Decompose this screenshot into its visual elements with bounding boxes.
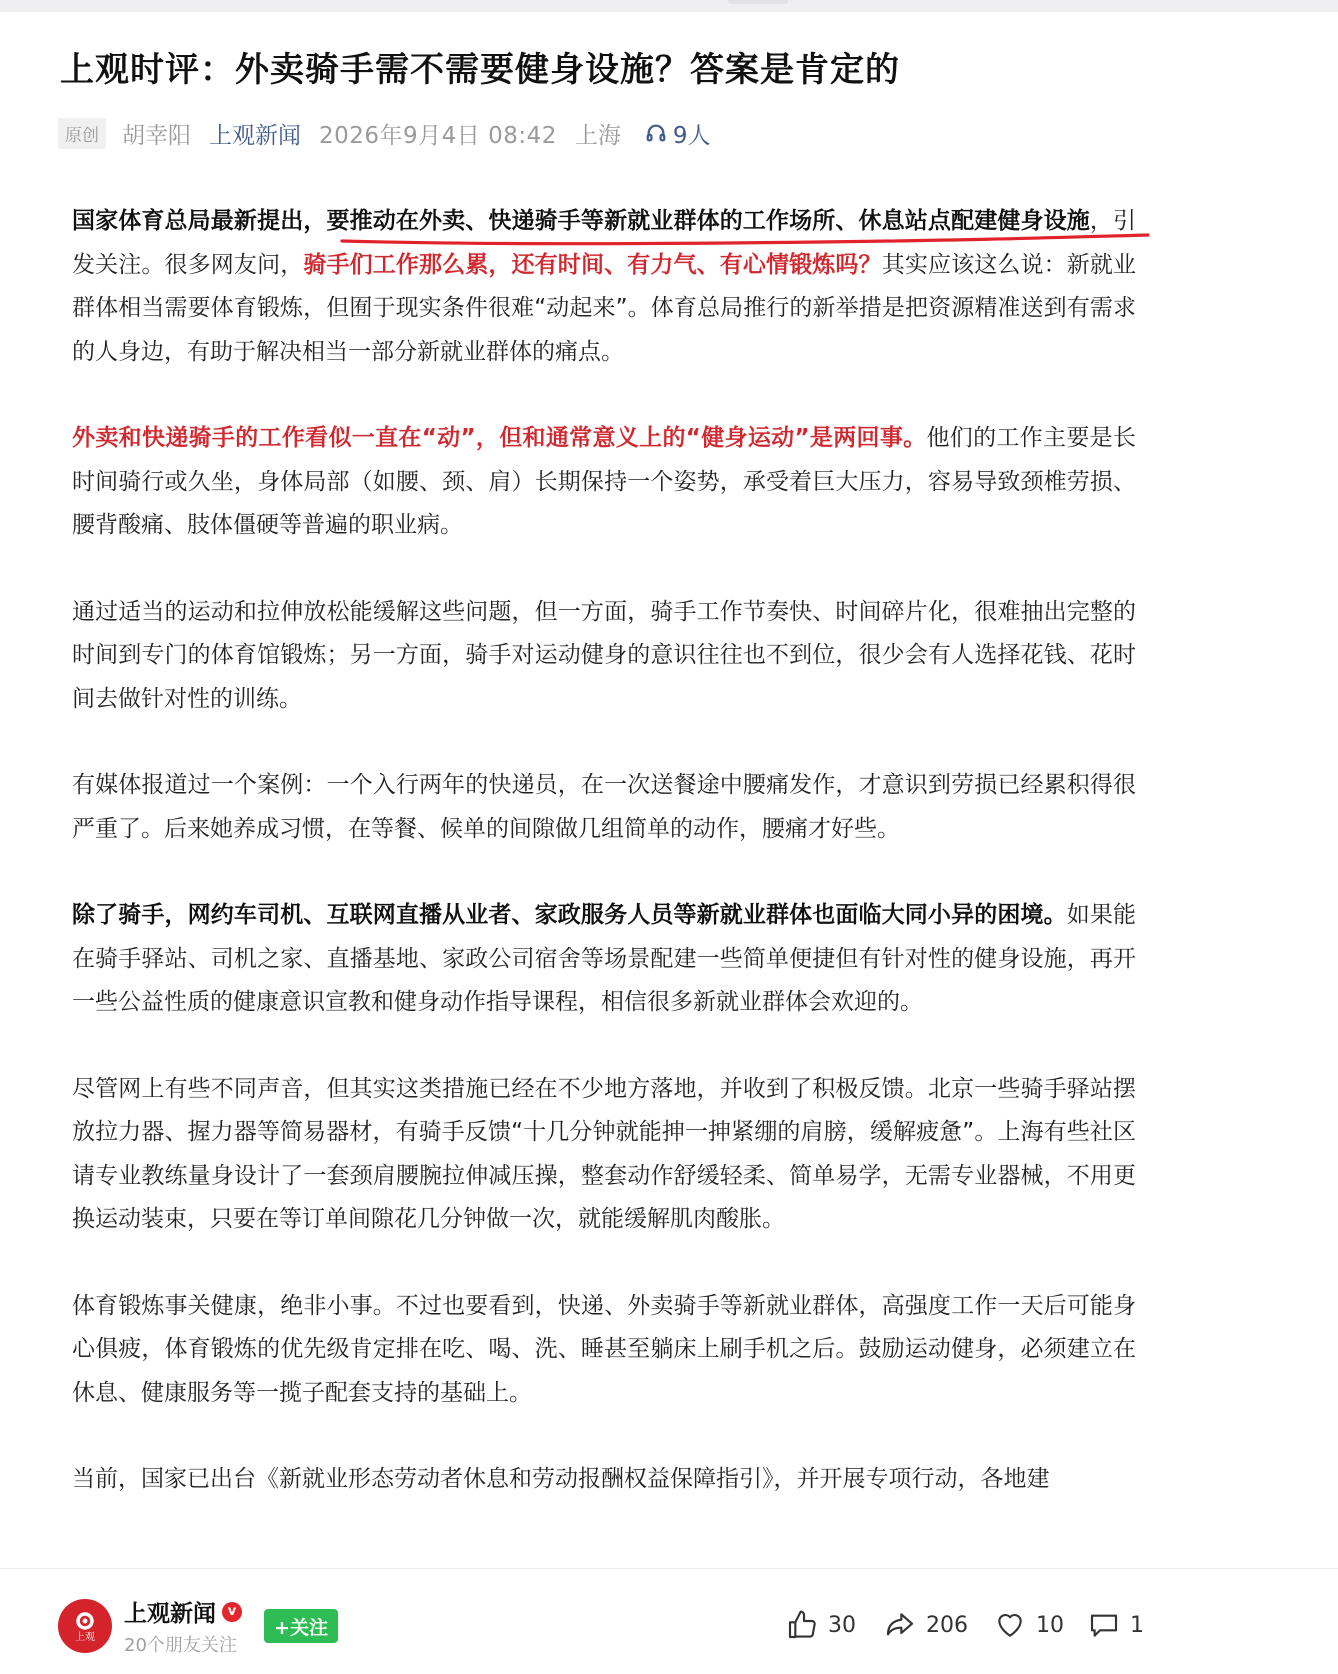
favorite-button[interactable] [994,1607,1064,1643]
publish-location: 上海 [574,122,621,149]
share-button[interactable] [884,1607,968,1643]
paragraph-7: 体育锻炼事关健康，绝非小事。不过也要看到，快递、外卖骑手等新就业群体，高强度工作一天后可能身心俱疲，体育锻炼的优先级肯定排在吃、喝、洗、睡甚至躺床上刷手机之后。鼓励运动健身，必须建立在休息、健康服务等一揽子配套支持的基础上。 [72,1292,1136,1406]
paragraph-8: 当前，国家已出台《新就业形态劳动者休息和劳动报酬权益保障指引》，并开展专项行动，各地建 [72,1466,1050,1492]
like-button[interactable] [786,1607,856,1643]
paragraph-6: 尽管网上有些不同声音，但其实这类措施已经在不少地方落地，并收到了积极反馈。北京一些骑手驿站摆放拉力器、握力器等简易器材，有骑手反馈“十几分钟就能抻一抻紧绷的肩膀，缓解疲惫”。上海有些社区请专业教练量身设计了一套颈肩腰腕拉伸减压操，整套动作舒缓轻柔、简单易学，无需专业器械，不用更换运动装束，只要在等订单间隙花几分钟做一次，就能缓解肌肉酸胀。 [72,1075,1136,1232]
original-badge: 原创 [58,118,106,149]
account-avatar[interactable] [58,1599,112,1653]
headphones-icon [645,122,667,144]
like-count: 30 [828,1612,856,1638]
account-name[interactable]: 上观新闻 v [124,1595,242,1628]
shangguan-logo-icon [65,1606,105,1646]
article-body [72,200,1136,1545]
share-arrow-icon [884,1609,916,1641]
paragraph-4: 有媒体报道过一个案例：一个入行两年的快递员，在一次送餐途中腰痛发作，才意识到劳损已经累积得很严重了。后来她养成习惯，在等餐、候单的间隙做几组简单的动作，腰痛才好些。 [72,772,1136,842]
favorite-count: 10 [1036,1612,1064,1638]
article-meta [58,116,711,150]
follow-button[interactable]: +关注 [264,1609,338,1643]
paragraph-3: 通过适当的运动和拉伸放松能缓解这些问题，但一方面，骑手工作节奏快、时间碎片化，很难抽出完整的时间到专门的体育馆锻炼；另一方面，骑手对运动健身的意识往往也不到位，很少会有人选择花钱、花时间去做针对性的训练。 [72,598,1136,712]
source-link[interactable]: 上观新闻 [209,122,301,149]
comment-count: 1 [1130,1612,1144,1638]
share-count: 206 [926,1612,968,1638]
listen-button[interactable] [645,117,711,150]
listener-count: 9人 [672,122,711,149]
svg-text:上观: 上观 [75,1632,95,1643]
comment-button[interactable] [1088,1607,1144,1643]
paragraph-1: 国家体育总局最新提出，要推动在外卖、快递骑手等新就业群体的工作场所、休息站点配建健身设施，引发关注。很多网友问，骑手们工作那么累，还有时间、有力气、有心情锻炼吗？其实应该这么说：新就业群体相当需要体育锻炼，但囿于现实条件很难“动起来”。体育总局推行的新举措是把资源精准送到有需求的人身边，有助于解决相当一部分新就业群体的痛点。 [72,208,1137,365]
bottom-action-bar [0,1568,1338,1674]
heart-icon [994,1609,1026,1641]
paragraph-5: 除了骑手，网约车司机、互联网直播从业者、家政服务人员等新就业群体也面临大同小异的困境。如果能在骑手驿站、司机之家、直播基地、家政公司宿舍等场景配建一些简单便捷但有针对性的健身设施，再开一些公益性质的健康意识宣教和健身动作指导课程，相信很多新就业群体会欢迎的。 [72,902,1137,1015]
publish-datetime: 2026年9月4日 08:42 [319,122,557,149]
status-strip [0,0,1338,12]
status-strip-handle [728,0,788,4]
author-name[interactable]: 胡幸阳 [122,122,191,149]
verified-icon: v [222,1602,242,1622]
comment-bubble-icon [1088,1609,1120,1641]
article-title: 上观时评：外卖骑手需不需要健身设施？答案是肯定的 [60,50,900,90]
thumbs-up-icon [786,1609,818,1641]
paragraph-2: 外卖和快递骑手的工作看似一直在“动”，但和通常意义上的“健身运动”是两回事。他们的工作主要是长时间骑行或久坐，身体局部（如腰、颈、肩）长期保持一个姿势，承受着巨大压力，容易导致颈椎劳损、腰背酸痛、肢体僵硬等普遍的职业病。 [72,425,1136,538]
friends-following: 20个朋友关注 [124,1635,237,1656]
